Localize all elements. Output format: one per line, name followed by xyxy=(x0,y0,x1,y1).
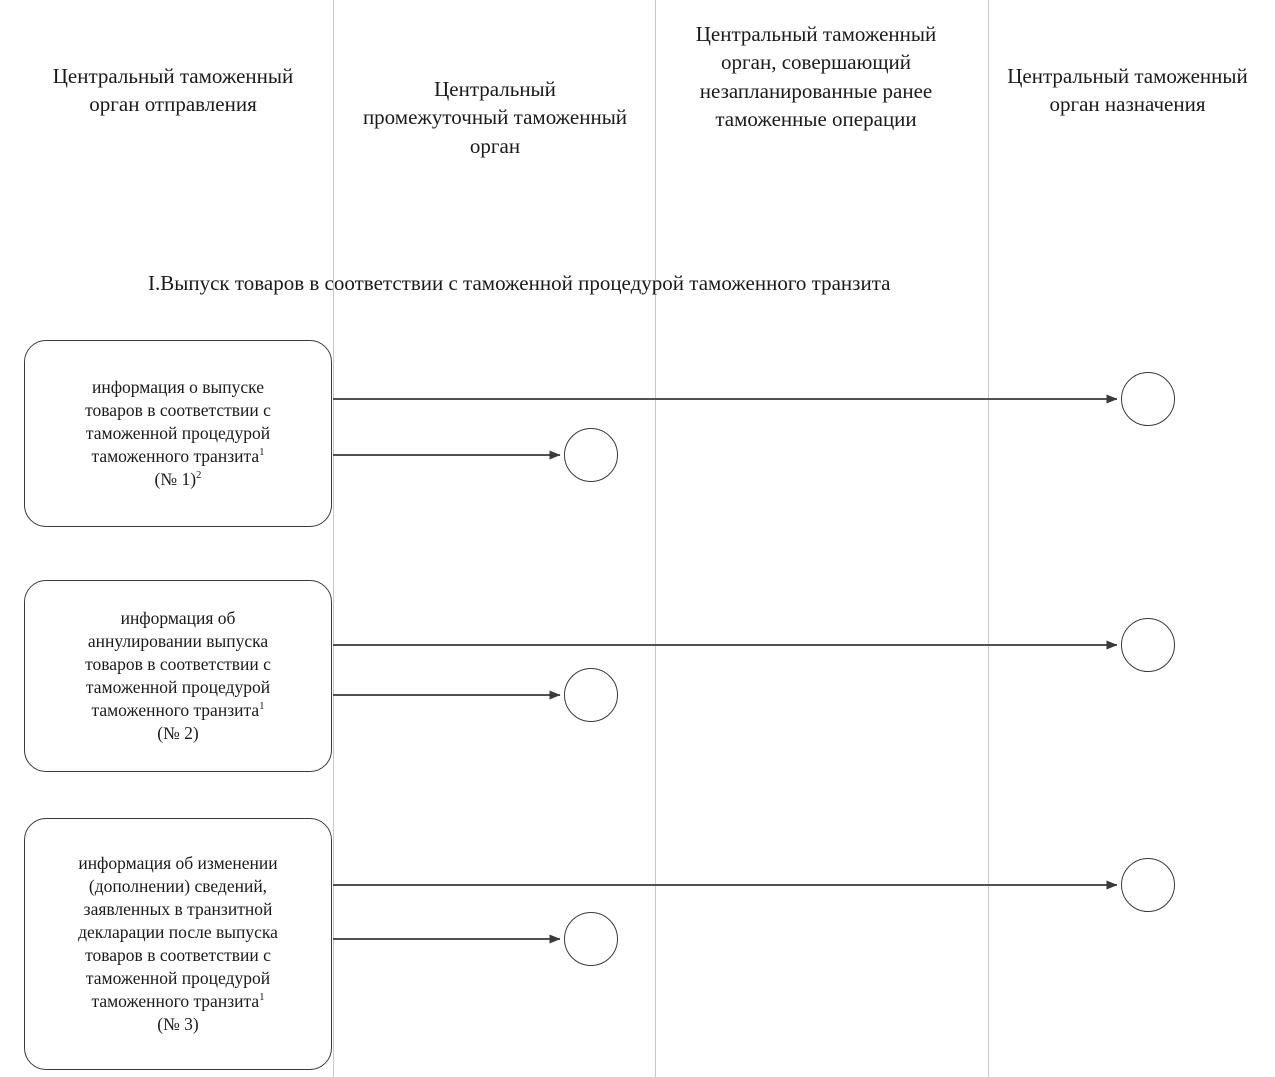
message-box-release-of-goods[interactable] xyxy=(24,340,332,527)
node-destination-3[interactable] xyxy=(1121,858,1175,912)
node-destination-1[interactable] xyxy=(1121,372,1175,426)
column-header-destination: Центральный таможенный орган назначения xyxy=(1007,64,1248,117)
message-box-cancellation-of-release[interactable] xyxy=(24,580,332,772)
message-text: информация о выпуске товаров в соответствии с таможенной процедурой таможенного транзита$^1$ (№ 1)$^2$ xyxy=(85,376,271,490)
node-intermediate-1[interactable] xyxy=(564,428,618,482)
section-title: I.Выпуск товаров в соответствии с таможенной процедурой таможенного транзита xyxy=(148,271,891,295)
column-header-departure: Центральный таможенный орган отправления xyxy=(52,64,294,117)
node-destination-2[interactable] xyxy=(1121,618,1175,672)
message-text: информация об аннулировании выпуска товаров в соответствии с таможенной процедурой таможенного транзита$^1$ (№ 2) xyxy=(85,607,271,744)
lane-separator-2 xyxy=(655,0,656,1077)
node-intermediate-2[interactable] xyxy=(564,668,618,722)
message-text: информация об изменении (дополнении) сведений, заявленных в транзитной декларации после выпуска товаров в соответствии с таможенной процедурой таможенного транзита$^1$ (№ 3) xyxy=(78,852,278,1035)
node-intermediate-3[interactable] xyxy=(564,912,618,966)
message-box-amendment-of-declaration[interactable] xyxy=(24,818,332,1070)
lane-separator-3 xyxy=(988,0,989,1077)
column-header-intermediate: Центральный промежуточный таможенный орган xyxy=(362,77,628,158)
lane-separator-1 xyxy=(333,0,334,1077)
column-header-unplanned-operations: Центральный таможенный орган, совершающий незапланированные ранее таможенные операции xyxy=(695,22,937,132)
